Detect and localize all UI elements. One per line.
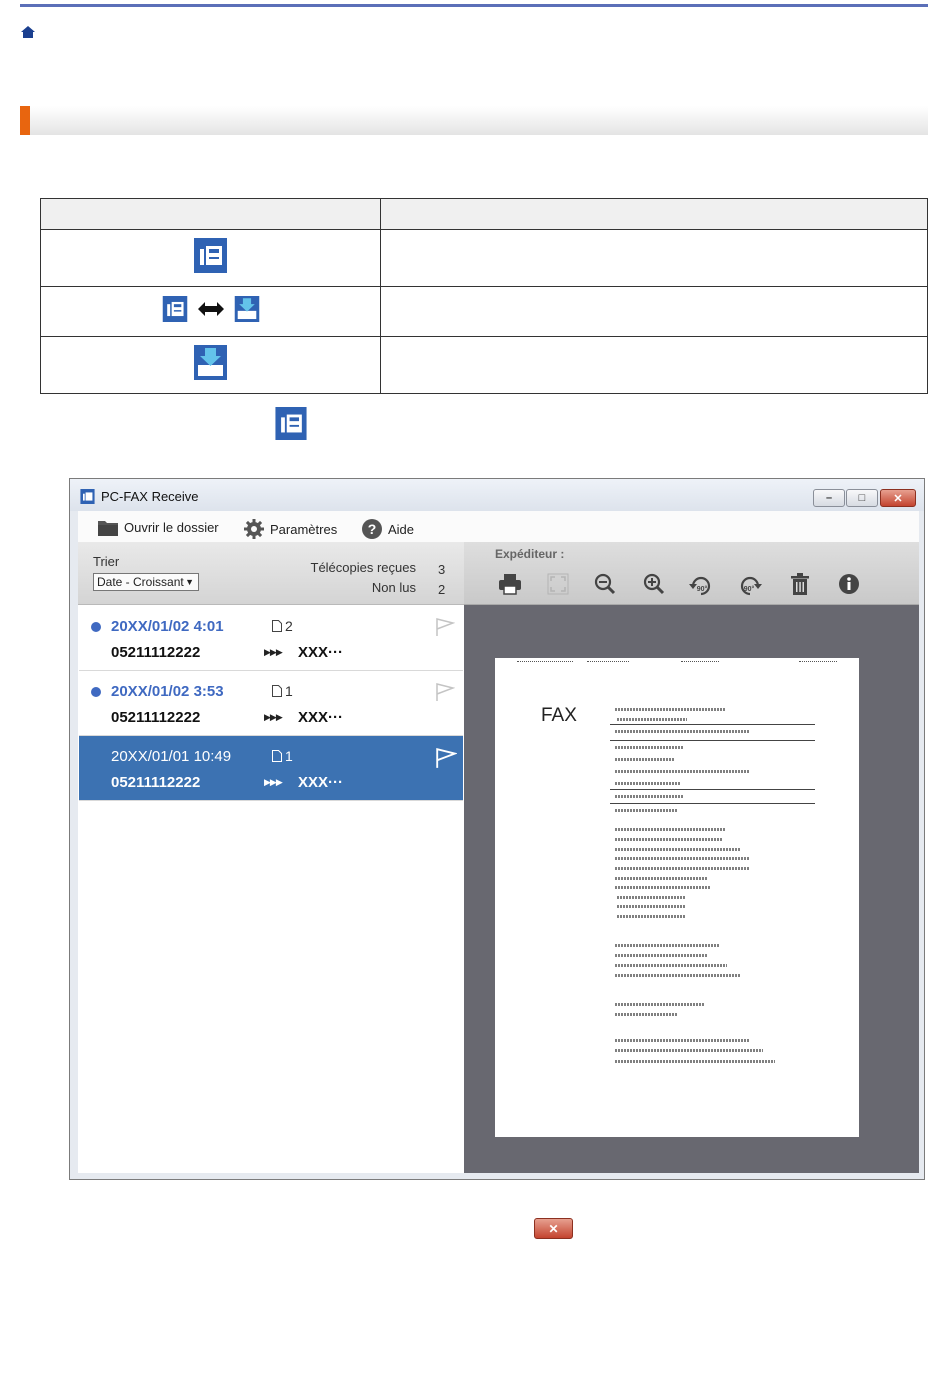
- gear-icon: [244, 519, 264, 539]
- text-line: [617, 896, 685, 899]
- text-line: [615, 954, 707, 957]
- info-icon: [838, 573, 860, 595]
- text-line: [615, 730, 750, 733]
- open-folder-button[interactable]: [98, 519, 219, 536]
- title-bar: [70, 479, 924, 511]
- open-folder-label: Ouvrir le dossier: [124, 520, 219, 535]
- page-icon: [272, 750, 282, 762]
- flag-icon[interactable]: [435, 682, 455, 702]
- text-line: [615, 1060, 775, 1063]
- rotate-right-label: 90°: [743, 586, 755, 593]
- rule-line: [610, 803, 815, 804]
- unread-count-value: 2: [438, 582, 446, 597]
- flag-icon[interactable]: [435, 617, 455, 637]
- legend-header-description: [381, 199, 928, 230]
- legend-header-icon: [41, 199, 381, 230]
- unread-dot-icon: [91, 687, 101, 697]
- flag-icon[interactable]: [435, 747, 457, 769]
- text-line: [615, 857, 750, 860]
- sender-arrow-icon: ▶▶▶: [264, 712, 282, 722]
- pcfax-receive-tray-icon[interactable]: [275, 407, 307, 440]
- minimize-icon: –: [825, 492, 833, 504]
- text-line: [615, 1013, 677, 1016]
- page-header-text: [799, 661, 837, 666]
- text-line: [615, 974, 740, 977]
- sort-label: Trier: [93, 554, 120, 569]
- print-icon: [499, 573, 521, 595]
- app-icon: [80, 489, 95, 504]
- sender-arrow-icon: ▶▶▶: [264, 777, 282, 787]
- pcfax-receive-active-icon: [194, 238, 227, 273]
- close-button[interactable]: [880, 489, 916, 507]
- text-line: [615, 1039, 750, 1042]
- home-icon[interactable]: [21, 26, 35, 38]
- zoom-out-button[interactable]: [593, 572, 617, 596]
- delete-button[interactable]: [788, 572, 812, 596]
- rule-line: [610, 724, 815, 725]
- text-line: [615, 782, 680, 785]
- received-count-value: 3: [438, 562, 446, 577]
- sender-label: Expéditeur :: [495, 547, 565, 561]
- text-line: [617, 905, 685, 908]
- maximize-icon: □: [858, 492, 866, 504]
- sort-selected-value: Date - Croissant: [97, 575, 184, 589]
- fax-sender: XXX···: [298, 774, 343, 791]
- fax-page-title: FAX: [541, 705, 577, 726]
- fax-page-count: 1: [285, 683, 293, 699]
- text-line: [615, 795, 683, 798]
- menu-bar: [78, 511, 919, 543]
- fax-number: 05211112222: [111, 644, 201, 661]
- preview-pane: [464, 542, 919, 1173]
- minimize-button[interactable]: [813, 489, 845, 507]
- rotate-left-button[interactable]: [689, 572, 713, 596]
- rule-line: [610, 740, 815, 741]
- help-label: Aide: [388, 521, 415, 537]
- text-line: [617, 915, 685, 918]
- text-line: [615, 838, 723, 841]
- folder-icon: [98, 519, 118, 536]
- pcfax-receiving-icon: [234, 296, 260, 322]
- fax-sender: XXX···: [298, 709, 343, 726]
- fax-pages: [272, 683, 293, 699]
- text-line: [615, 886, 710, 889]
- fax-list-item[interactable]: [79, 606, 463, 671]
- legend-cell-receiving: [41, 337, 381, 394]
- rotate-right-90-icon: [738, 572, 762, 596]
- icon-legend-table: [40, 198, 928, 394]
- fax-sender: XXX···: [298, 644, 343, 661]
- close-icon: ✕: [548, 1221, 559, 1236]
- text-line: [615, 809, 677, 812]
- rotate-right-button[interactable]: [738, 572, 762, 596]
- sender-arrow-icon: ▶▶▶: [264, 647, 282, 657]
- text-line: [615, 867, 750, 870]
- page-header-text: [517, 661, 573, 666]
- close-window-button[interactable]: [534, 1218, 573, 1239]
- settings-label: Paramètres: [270, 521, 338, 537]
- fax-list-item-selected[interactable]: [79, 736, 463, 801]
- sort-area: [78, 542, 464, 605]
- text-line: [615, 708, 725, 711]
- text-line: [615, 746, 683, 749]
- top-divider: [20, 4, 928, 7]
- zoom-in-button[interactable]: [642, 572, 666, 596]
- info-button[interactable]: [837, 572, 861, 596]
- text-line: [617, 718, 687, 721]
- text-line: [615, 848, 740, 851]
- rotate-left-90-icon: [689, 572, 713, 596]
- fax-date: 20XX/01/02 4:01: [111, 618, 224, 635]
- zoom-out-icon: [594, 573, 616, 595]
- print-button[interactable]: [498, 572, 522, 596]
- fax-page-count: 1: [285, 748, 293, 764]
- pcfax-receive-window: [69, 478, 925, 1180]
- fax-number: 05211112222: [111, 774, 201, 791]
- page-icon: [272, 620, 282, 632]
- page-header-text: [587, 661, 629, 666]
- fax-list-pane: [78, 542, 464, 1173]
- legend-desc-switching: [381, 287, 928, 337]
- legend-cell-switching: [41, 287, 381, 337]
- svg-text:?: ?: [367, 521, 377, 537]
- sort-dropdown[interactable]: [93, 573, 199, 591]
- fit-page-icon: [547, 573, 569, 595]
- fax-date: 20XX/01/01 10:49: [111, 748, 232, 765]
- section-accent: [20, 106, 30, 135]
- legend-desc-active: [381, 230, 928, 287]
- maximize-button[interactable]: [846, 489, 878, 507]
- delete-icon: [790, 573, 810, 595]
- pcfax-receive-active-icon: [162, 296, 188, 322]
- legend-desc-receiving: [381, 337, 928, 394]
- section-header-bar: [20, 106, 928, 135]
- fax-number: 05211112222: [111, 709, 201, 726]
- pcfax-receiving-icon: [194, 345, 227, 380]
- text-line: [615, 1003, 705, 1006]
- fax-page-preview: [495, 658, 859, 1137]
- window-title: PC-FAX Receive: [101, 489, 199, 504]
- page-header-text: [681, 661, 719, 666]
- zoom-in-icon: [643, 573, 665, 595]
- preview-toolbar: [464, 542, 919, 605]
- text-line: [615, 1049, 763, 1052]
- chevron-down-icon: ▼: [185, 577, 194, 587]
- fax-list-item[interactable]: [79, 671, 463, 736]
- fax-pages: [272, 748, 293, 764]
- fax-pages: [272, 618, 293, 634]
- rule-line: [610, 789, 815, 790]
- legend-cell-active: [41, 230, 381, 287]
- text-line: [615, 770, 750, 773]
- page-icon: [272, 685, 282, 697]
- fit-page-button[interactable]: [546, 572, 570, 596]
- help-button[interactable]: [362, 519, 414, 539]
- close-icon: ✕: [893, 492, 903, 505]
- received-count-label: Télécopies reçues: [310, 560, 416, 575]
- rotate-left-label: 90°: [696, 586, 708, 593]
- text-line: [615, 944, 720, 947]
- unread-dot-icon: [91, 622, 101, 632]
- text-line: [615, 964, 727, 967]
- fax-date: 20XX/01/02 3:53: [111, 683, 224, 700]
- text-line: [615, 828, 725, 831]
- fax-page-count: 2: [285, 618, 293, 634]
- help-icon: [362, 519, 382, 539]
- double-arrow-icon: [198, 302, 224, 316]
- text-line: [615, 758, 675, 761]
- settings-button[interactable]: [244, 519, 337, 539]
- text-line: [615, 877, 707, 880]
- unread-count-label: Non lus: [371, 580, 416, 595]
